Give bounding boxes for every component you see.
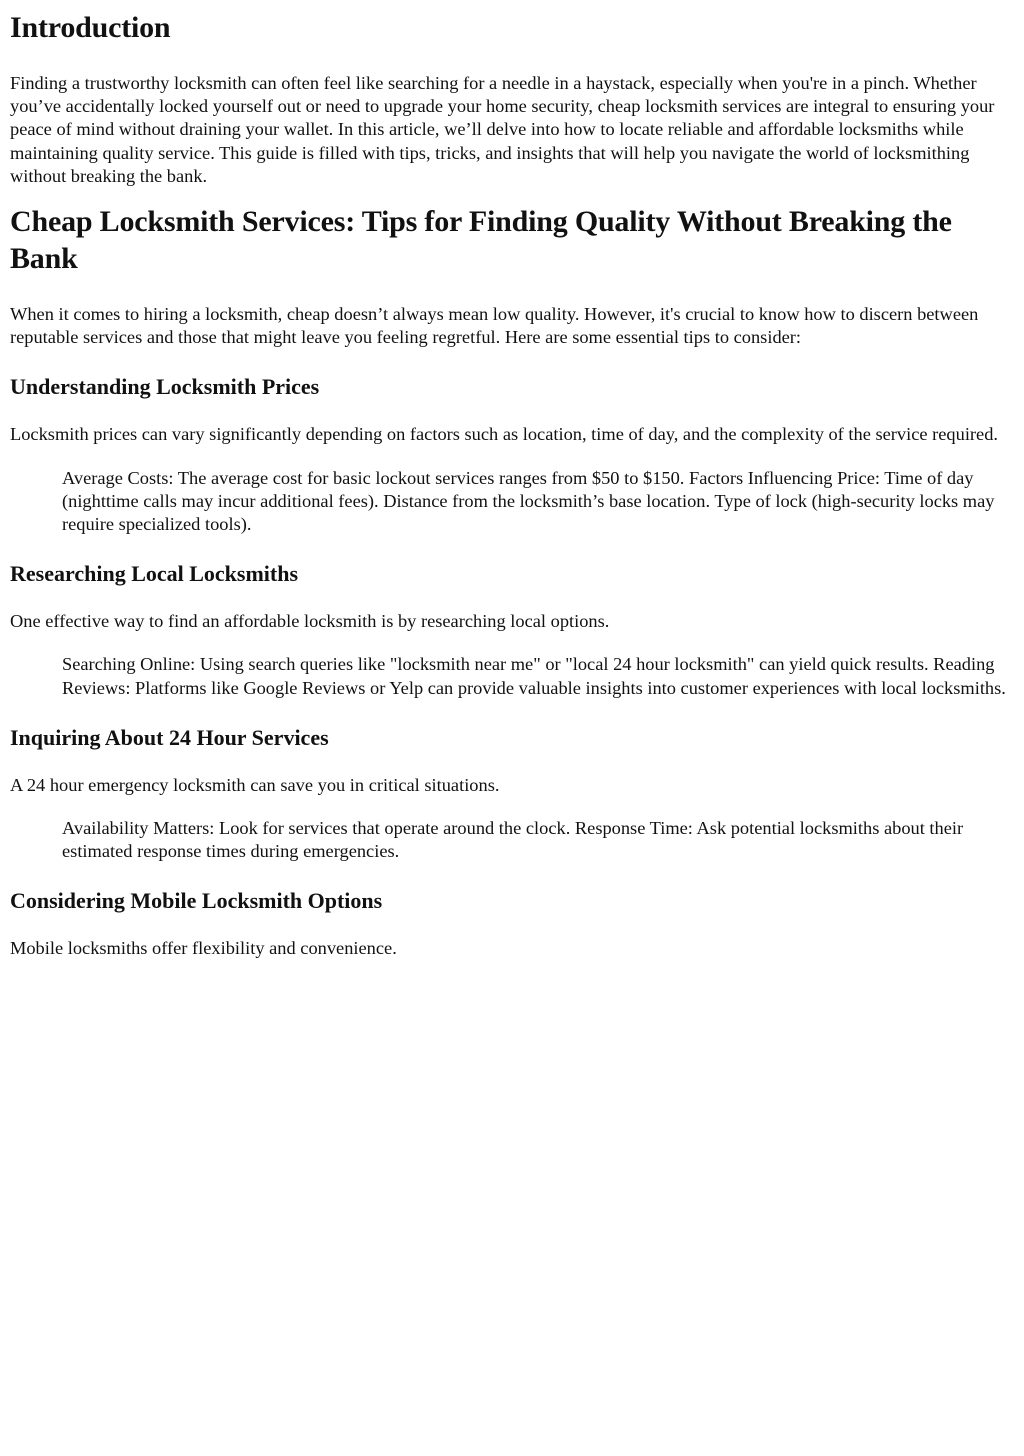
section-quote-research: Searching Online: Using search queries like "locksmith near me" or "local 24 hour locksmith" can yield quick results. Reading Reviews: Platforms like Google Reviews or Yelp can provide valuable insights into customer experiences with local locksmiths. — [62, 654, 1006, 698]
section-paragraph-prices: Locksmith prices can vary significantly depending on factors such as location, time of day, and the complexity of the service required. — [10, 424, 999, 445]
intro-paragraph: Finding a trustworthy locksmith can often feel like searching for a needle in a haystack, especially when you're in a pinch. Whether you’ve accidentally locked yourself out or need to upgrade your home security, cheap locksmith services are integral to ensuring your peace of mind without draining your wallet. In this article, we’ll delve into how to locate reliable and affordable locksmiths while maintaining quality service. This guide is filled with tips, tricks, and insights that will help you navigate the world of locksmithing without breaking the bank. — [10, 73, 995, 186]
section-quote-prices: Average Costs: The average cost for basic lockout services ranges from $50 to $150. Factors Influencing Price: Time of day (nighttime calls may incur additional fees). Distance from the locksmith’s base location. Type of lock (high-security locks may require specialized tools). — [62, 467, 995, 535]
section-heading-24-hour: Inquiring About 24 Hour Services — [10, 724, 329, 750]
section-quote-24-hour: Availability Matters: Look for services that operate around the clock. Response Time: Ask potential locksmiths about their estimated response times during emergencies. — [62, 818, 964, 862]
section-paragraph-24-hour: A 24 hour emergency locksmith can save you in critical situations. — [10, 774, 500, 795]
section-heading-prices: Understanding Locksmith Prices — [10, 374, 320, 400]
main-heading: Cheap Locksmith Services: Tips for Finding Quality Without Breaking the Bank — [10, 205, 952, 276]
section-paragraph-research: One effective way to find an affordable locksmith is by researching local options. — [10, 611, 610, 632]
section-paragraph-mobile: Mobile locksmiths offer flexibility and convenience. — [10, 938, 397, 959]
section-heading-research: Researching Local Locksmiths — [10, 561, 299, 587]
main-paragraph: When it comes to hiring a locksmith, cheap doesn’t always mean low quality. However, it's crucial to know how to discern between reputable services and those that might leave you feeling regretful. Here are some essential tips to consider: — [10, 304, 979, 348]
section-heading-mobile: Considering Mobile Locksmith Options — [10, 888, 383, 914]
intro-heading: Introduction — [10, 11, 171, 44]
document-page — [0, 10, 1024, 961]
